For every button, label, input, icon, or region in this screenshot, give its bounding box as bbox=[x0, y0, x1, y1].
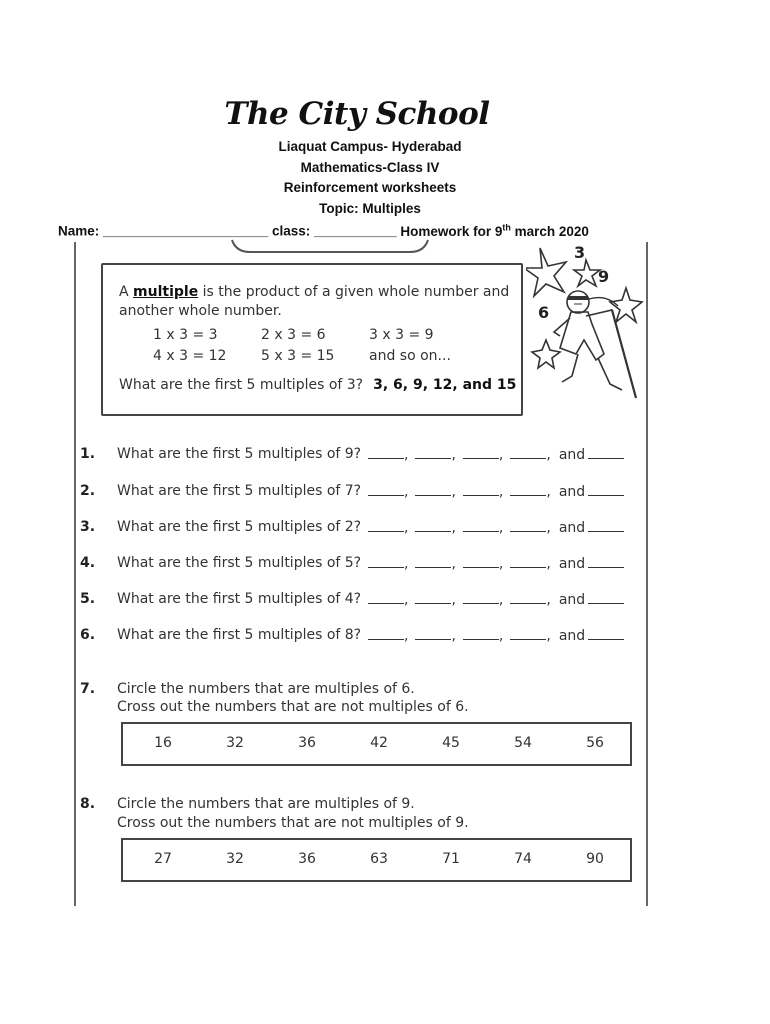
homework-label: Homework for 9th march 2020 bbox=[400, 222, 589, 239]
question-8-line-2: Cross out the numbers that are not multiples of 9. bbox=[117, 815, 469, 831]
campus-line: Liaquat Campus- Hyderabad bbox=[278, 139, 462, 154]
question-8-number-box bbox=[121, 838, 632, 882]
question-number: 7. bbox=[80, 681, 96, 697]
number-option[interactable]: 71 bbox=[442, 851, 460, 867]
question-number: 4. bbox=[80, 555, 96, 571]
number-option[interactable]: 36 bbox=[298, 735, 316, 751]
number-option[interactable]: 56 bbox=[586, 735, 604, 751]
number-option[interactable]: 32 bbox=[226, 735, 244, 751]
topic-line: Topic: Multiples bbox=[319, 201, 421, 216]
name-label: Name: ______________________ bbox=[58, 223, 269, 239]
question-text: What are the first 5 multiples of 7? bbox=[117, 483, 362, 499]
question-7-number-box bbox=[121, 722, 632, 766]
answer-blanks[interactable]: , , , , and bbox=[368, 591, 624, 608]
ninja-mascot-icon bbox=[526, 244, 644, 410]
number-option[interactable]: 74 bbox=[514, 851, 532, 867]
question-text: What are the first 5 multiples of 2? bbox=[117, 519, 362, 535]
example-5: 5 x 3 = 15 bbox=[261, 348, 335, 364]
question-text: What are the first 5 multiples of 8? bbox=[117, 627, 362, 643]
example-3: 3 x 3 = 9 bbox=[369, 327, 434, 343]
definition-answer: 3, 6, 9, 12, and 15 bbox=[373, 377, 517, 393]
number-option[interactable]: 16 bbox=[154, 735, 172, 751]
number-option[interactable]: 36 bbox=[298, 851, 316, 867]
definition-text: A multiple is the product of a given whole number and another whole number. bbox=[119, 284, 510, 319]
question-number: 5. bbox=[80, 591, 96, 607]
definition-box bbox=[101, 263, 523, 416]
question-7-line-2: Cross out the numbers that are not multiples of 6. bbox=[117, 699, 469, 715]
number-option[interactable]: 90 bbox=[586, 851, 604, 867]
class-label: class: ___________ bbox=[271, 223, 397, 239]
example-2: 2 x 3 = 6 bbox=[261, 327, 326, 343]
answer-blanks[interactable]: , , , , and bbox=[368, 483, 624, 500]
question-number: 6. bbox=[80, 627, 96, 643]
answer-blanks[interactable]: , , , , and bbox=[368, 519, 624, 536]
mascot-label: 9 bbox=[598, 267, 610, 286]
example-more: and so on... bbox=[369, 348, 451, 364]
worksheet-type-line: Reinforcement worksheets bbox=[283, 180, 457, 195]
answer-blanks[interactable]: , , , , and bbox=[368, 446, 624, 463]
question-7-line-1: Circle the numbers that are multiples of 6. bbox=[117, 681, 415, 697]
number-option[interactable]: 27 bbox=[154, 851, 172, 867]
number-option[interactable]: 32 bbox=[226, 851, 244, 867]
school-title: The City School bbox=[224, 96, 490, 132]
number-option[interactable]: 54 bbox=[514, 735, 532, 751]
question-text: What are the first 5 multiples of 4? bbox=[117, 591, 362, 607]
example-4: 4 x 3 = 12 bbox=[153, 348, 227, 364]
star-shape bbox=[574, 260, 600, 286]
question-number: 8. bbox=[80, 796, 96, 812]
star-shape bbox=[526, 248, 566, 296]
question-number: 1. bbox=[80, 446, 96, 462]
question-text: What are the first 5 multiples of 9? bbox=[117, 446, 362, 462]
subject-line: Mathematics-Class IV bbox=[300, 160, 440, 175]
example-1: 1 x 3 = 3 bbox=[153, 327, 218, 343]
mascot-label: 6 bbox=[538, 303, 550, 322]
answer-blanks[interactable]: , , , , and bbox=[368, 627, 624, 644]
star-shape bbox=[532, 340, 560, 368]
question-number: 3. bbox=[80, 519, 96, 535]
worksheet-tab-curve bbox=[230, 238, 430, 254]
question-number: 2. bbox=[80, 483, 96, 499]
name-class-row bbox=[58, 222, 758, 239]
mascot-label: 3 bbox=[574, 244, 586, 262]
number-option[interactable]: 42 bbox=[370, 735, 388, 751]
question-text: What are the first 5 multiples of 5? bbox=[117, 555, 362, 571]
answer-blanks[interactable]: , , , , and bbox=[368, 555, 624, 572]
number-option[interactable]: 63 bbox=[370, 851, 388, 867]
question-8-line-1: Circle the numbers that are multiples of 9. bbox=[117, 796, 415, 812]
keyword-multiple: multiple bbox=[133, 284, 199, 300]
number-option[interactable]: 45 bbox=[442, 735, 460, 751]
definition-question: What are the first 5 multiples of 3? 3, 6, 9, 12, and 15 bbox=[119, 377, 517, 393]
